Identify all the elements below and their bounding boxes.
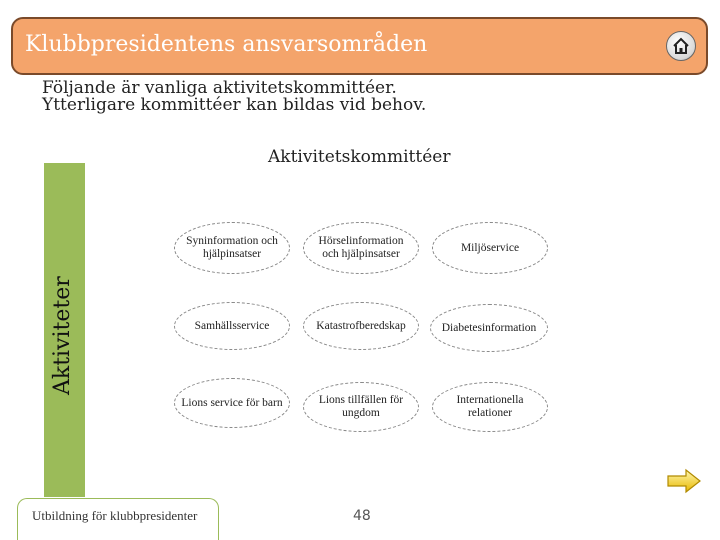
committee-item: Lions tillfällen för ungdom [303,382,419,432]
side-bar-strip [36,163,44,497]
intro-line-2: Ytterligare kommittéer kan bildas vid behov. [42,95,427,115]
home-icon [672,37,690,55]
committee-item: Hörselinformation och hjälpinsatser [303,222,419,274]
committees-heading: Aktivitetskommittéer [268,147,451,167]
footer-text: Utbildning för klubbpresidenter [32,508,198,523]
committee-item: Samhällsservice [174,302,290,350]
committee-item: Internationella relationer [432,382,548,432]
committee-item: Syninformation och hjälpinsatser [174,222,290,274]
intro-line-1: Följande är vanliga aktivitetskommittéer. [42,78,397,98]
side-label: Aktiviteter [50,276,75,395]
slide-title: Klubbpresidentens ansvarsområden [25,32,428,57]
page-number: 48 [353,508,371,524]
title-bar [11,17,708,75]
next-button[interactable] [666,468,702,494]
committee-item: Lions service för barn [174,378,290,428]
committee-item: Miljöservice [432,222,548,274]
next-arrow-icon [666,468,702,494]
committee-item: Katastrofberedskap [303,302,419,350]
committee-item: Diabetesinformation [430,304,548,352]
home-button[interactable] [666,31,696,61]
